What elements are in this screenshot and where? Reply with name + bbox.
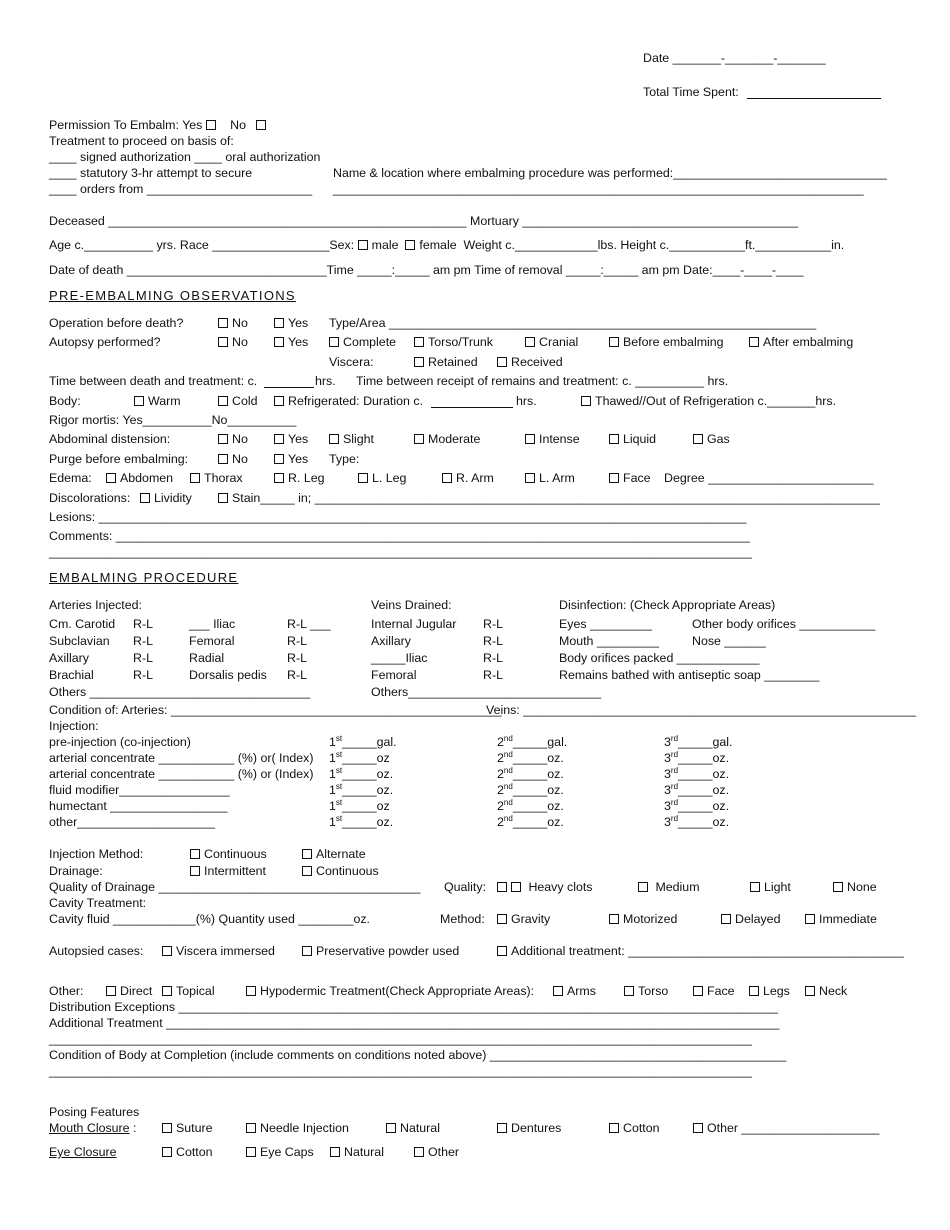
method-gravity[interactable]: Gravity	[497, 912, 550, 927]
statutory-attempt[interactable]: ____ statutory 3-hr attempt to secure	[49, 166, 253, 180]
artery-radial: Radial	[189, 651, 225, 665]
edema-degree-field[interactable]: Degree ________________________	[664, 471, 874, 485]
artery-rl[interactable]: R-L	[133, 651, 153, 665]
hypodermic-arms[interactable]: Arms	[553, 984, 596, 999]
injection-row-label[interactable]: arterial concentrate ___________ (%) or( Index)	[49, 751, 314, 765]
vein-rl[interactable]: R-L	[483, 668, 503, 682]
date-of-death-row[interactable]: Date of death _____________________________Time _____:_____ am pm Time of removal _____:_____ am pm Date:____-____-____	[49, 263, 804, 277]
discoloration-stain[interactable]: Stain_____ in; __________________________________________________________________________________	[218, 491, 880, 506]
injection-continuous[interactable]: Continuous	[190, 847, 267, 862]
quality-extra-checkbox[interactable]	[511, 880, 525, 894]
injection-amount-3[interactable]: 3rd_____oz.	[664, 765, 730, 781]
discolorations-label: Discolorations:	[49, 491, 131, 505]
time-between-field[interactable]	[264, 387, 314, 388]
hypodermic-legs[interactable]: Legs	[749, 984, 790, 999]
quality-label: Quality:	[444, 880, 487, 894]
condition-veins-field[interactable]: Veins: _________________________________________________________	[486, 703, 916, 717]
injection-amount-3[interactable]: 3rd_____gal.	[664, 733, 733, 749]
body-warm[interactable]: Warm	[134, 394, 181, 409]
method-motorized[interactable]: Motorized	[609, 912, 677, 927]
age-race-sex-row: Age c.__________ yrs. Race _________________Sex: male female Weight c.____________lbs. Height c.___________ft.___________in.	[49, 238, 845, 252]
method-label: Method:	[440, 912, 485, 926]
mouth-needle-injection[interactable]: Needle Injection	[246, 1121, 349, 1136]
deceased-mortuary-field[interactable]: Deceased ____________________________________________________ Mortuary ________________________________________	[49, 214, 798, 228]
refrigerated-hrs: hrs.	[516, 394, 537, 408]
quality-heavy-clots[interactable]: Heavy clots	[497, 880, 593, 895]
purge-label: Purge before embalming:	[49, 452, 189, 466]
drainage-continuous[interactable]: Continuous	[302, 864, 379, 879]
mouth-suture[interactable]: Suture	[162, 1121, 213, 1136]
other-topical[interactable]: Topical	[162, 984, 215, 999]
condition-body-blank[interactable]: ______________________________________________________________________________________________________	[49, 1064, 752, 1078]
pre-embalming-title: PRE-EMBALMING OBSERVATIONS	[49, 288, 296, 303]
hypodermic-torso[interactable]: Torso	[624, 984, 668, 999]
location-line[interactable]: _____________________________________________________________________________	[333, 182, 864, 196]
quality-medium[interactable]: Medium	[638, 880, 700, 895]
other-label: Other:	[49, 984, 84, 998]
drainage-intermittent[interactable]: Intermittent	[190, 864, 266, 879]
artery-rl[interactable]: R-L	[287, 634, 307, 648]
body-cold[interactable]: Cold	[218, 394, 257, 409]
vein-axillary: Axillary	[371, 634, 411, 648]
edema-abdomen[interactable]: Abdomen	[106, 471, 173, 486]
edema-label: Edema:	[49, 471, 92, 485]
arteries-injected-label: Arteries Injected:	[49, 598, 142, 612]
autopsy-no[interactable]: No	[218, 335, 248, 350]
vein-rl[interactable]: R-L	[483, 651, 503, 665]
abdominal-moderate[interactable]: Moderate	[414, 432, 480, 447]
abdominal-intense[interactable]: Intense	[525, 432, 580, 447]
male-checkbox[interactable]	[358, 238, 372, 252]
edema-l-arm[interactable]: L. Arm	[525, 471, 575, 486]
additional-treatment-line[interactable]: Additional Treatment _________________________________________________________________________________________	[49, 1016, 780, 1030]
total-time-field[interactable]	[747, 98, 881, 99]
method-immediate[interactable]: Immediate	[805, 912, 877, 927]
artery-rl[interactable]: R-L	[133, 634, 153, 648]
other-direct[interactable]: Direct	[106, 984, 152, 999]
eye-caps[interactable]: Eye Caps	[246, 1145, 314, 1160]
comments-line[interactable]: ______________________________________________________________________________________________________	[49, 545, 752, 559]
preservative-powder[interactable]: Preservative powder used	[302, 944, 459, 959]
method-delayed[interactable]: Delayed	[721, 912, 780, 927]
disinfection-nose[interactable]: Nose ______	[692, 634, 766, 648]
female-checkbox[interactable]	[405, 238, 419, 252]
disinfection-bathed[interactable]: Remains bathed with antiseptic soap ________	[559, 668, 820, 682]
edema-thorax[interactable]: Thorax	[190, 471, 243, 486]
artery-subclavian: Subclavian	[49, 634, 110, 648]
autopsy-after-embalming[interactable]: After embalming	[749, 335, 853, 350]
disinfection-mouth[interactable]: Mouth _________	[559, 634, 659, 648]
abdominal-slight[interactable]: Slight	[329, 432, 374, 447]
abdominal-liquid[interactable]: Liquid	[609, 432, 656, 447]
vein-iliac[interactable]: _____Iliac	[371, 651, 428, 665]
discoloration-lividity[interactable]: Lividity	[140, 491, 192, 506]
mouth-dentures[interactable]: Dentures	[497, 1121, 561, 1136]
injection-amount-2[interactable]: 2nd_____oz.	[497, 765, 564, 781]
viscera-retained[interactable]: Retained	[414, 355, 478, 370]
viscera-immersed[interactable]: Viscera immersed	[162, 944, 275, 959]
injection-amount-1[interactable]: 1st_____oz.	[329, 765, 394, 781]
artery-rl[interactable]: R-L	[287, 668, 307, 682]
purge-no[interactable]: No	[218, 452, 248, 467]
injection-row-label[interactable]: other____________________	[49, 815, 216, 829]
hypodermic-face[interactable]: Face	[693, 984, 735, 999]
autopsy-cranial[interactable]: Cranial	[525, 335, 578, 350]
injection-row-label[interactable]: pre-injection (co-injection)	[49, 735, 191, 749]
eye-other[interactable]: Other	[414, 1145, 459, 1160]
permission-label: Permission To Embalm: Yes No	[49, 118, 270, 133]
body-refrigerated[interactable]: Refrigerated: Duration c.	[274, 394, 423, 409]
cavity-fluid-field[interactable]: Cavity fluid ____________(%) Quantity used ________oz.	[49, 912, 371, 926]
operation-no[interactable]: No	[218, 316, 248, 331]
operation-label: Operation before death?	[49, 316, 184, 330]
condition-arteries-field[interactable]: Condition of: Arteries: ________________________________________________	[49, 703, 502, 717]
injection-amount-3[interactable]: 3rd_____oz.	[664, 813, 730, 829]
autopsied-cases-label: Autopsied cases:	[49, 944, 144, 958]
injection-amount-1[interactable]: 1st_____oz.	[329, 781, 394, 797]
viscera-label: Viscera:	[329, 355, 374, 369]
quality-drainage-field[interactable]: Quality of Drainage ______________________________________	[49, 880, 421, 894]
injection-amount-2[interactable]: 2nd_____oz.	[497, 797, 564, 813]
injection-amount-2[interactable]: 2nd_____oz.	[497, 749, 564, 765]
injection-amount-1[interactable]: 1st_____gal.	[329, 733, 397, 749]
vein-rl[interactable]: R-L	[483, 634, 503, 648]
edema-l-leg[interactable]: L. Leg	[358, 471, 406, 486]
eye-natural[interactable]: Natural	[330, 1145, 384, 1160]
artery-rl[interactable]: R-L	[133, 617, 153, 631]
autopsy-before-embalming[interactable]: Before embalming	[609, 335, 724, 350]
injection-amount-3[interactable]: 3rd_____oz.	[664, 797, 730, 813]
edema-r-arm[interactable]: R. Arm	[442, 471, 494, 486]
refrigerated-duration-field[interactable]	[431, 407, 513, 408]
no-checkbox[interactable]	[256, 118, 270, 132]
distribution-exceptions-field[interactable]: Distribution Exceptions _______________________________________________________________________________________	[49, 1000, 778, 1014]
abdominal-yes[interactable]: Yes	[274, 432, 308, 447]
injection-amount-2[interactable]: 2nd_____gal.	[497, 733, 568, 749]
disinfection-orifices-packed[interactable]: Body orifices packed ____________	[559, 651, 760, 665]
name-location-field[interactable]: Name & location where embalming procedure was performed:_______________________________	[333, 166, 887, 180]
rigor-mortis-field[interactable]: Rigor mortis: Yes__________No__________	[49, 413, 297, 427]
body-thawed[interactable]: Thawed//Out of Refrigeration c._______hrs.	[581, 394, 836, 409]
additional-treatment-blank[interactable]: ______________________________________________________________________________________________________	[49, 1032, 752, 1046]
yes-checkbox[interactable]	[206, 118, 220, 132]
artery-rl[interactable]: R-L	[287, 651, 307, 665]
artery-iliac[interactable]: ___ Iliac	[189, 617, 236, 631]
abdominal-label: Abdominal distension:	[49, 432, 171, 446]
artery-dorsalis-pedis: Dorsalis pedis	[189, 668, 267, 682]
disinfection-other-orifices[interactable]: Other body orifices ___________	[692, 617, 876, 631]
injection-amount-1[interactable]: 1st_____oz.	[329, 813, 394, 829]
autopsy-torso-trunk[interactable]: Torso/Trunk	[414, 335, 493, 350]
quality-none[interactable]: None	[833, 880, 877, 895]
posing-features-title: Posing Features	[49, 1105, 140, 1119]
treatment-basis: Treatment to proceed on basis of:	[49, 134, 234, 148]
artery-rl[interactable]: R-L	[133, 668, 153, 682]
time-receipt-field[interactable]: Time between receipt of remains and treatment: c. __________ hrs.	[356, 374, 729, 388]
disinfection-eyes[interactable]: Eyes _________	[559, 617, 653, 631]
condition-body-field[interactable]: Condition of Body at Completion (include comments on conditions noted above) ___________________________________________	[49, 1048, 787, 1062]
injection-amount-3[interactable]: 3rd_____oz.	[664, 749, 730, 765]
artery-rl[interactable]: R-L ___	[287, 617, 331, 631]
quality-light[interactable]: Light	[750, 880, 791, 895]
artery-femoral: Femoral	[189, 634, 235, 648]
veins-others-field[interactable]: Others____________________________	[371, 685, 602, 699]
lesions-field[interactable]: Lesions: ______________________________________________________________________________________________	[49, 510, 747, 524]
body-label: Body:	[49, 394, 81, 408]
vein-internal-jugular: Internal Jugular	[371, 617, 457, 631]
hypodermic-neck[interactable]: Neck	[805, 984, 847, 999]
injection-row-label[interactable]: fluid modifier________________	[49, 783, 230, 797]
eye-closure-label: Eye Closure	[49, 1145, 117, 1159]
comments-field[interactable]: Comments: ____________________________________________________________________________________________	[49, 529, 750, 543]
purge-type: Type:	[329, 452, 360, 466]
autopsy-complete[interactable]: Complete	[329, 335, 396, 350]
eye-cotton[interactable]: Cotton	[162, 1145, 213, 1160]
mouth-cotton[interactable]: Cotton	[609, 1121, 660, 1136]
edema-r-leg[interactable]: R. Leg	[274, 471, 325, 486]
veins-drained-label: Veins Drained:	[371, 598, 452, 612]
operation-yes[interactable]: Yes	[274, 316, 308, 331]
vein-femoral: Femoral	[371, 668, 417, 682]
abdominal-gas[interactable]: Gas	[693, 432, 730, 447]
signed-oral-authorization[interactable]: ____ signed authorization ____ oral authorization	[49, 150, 321, 164]
artery-axillary: Axillary	[49, 651, 89, 665]
type-area-field[interactable]: Type/Area ______________________________________________________________	[329, 316, 817, 330]
edema-face[interactable]: Face	[609, 471, 651, 486]
injection-amount-1[interactable]: 1st_____oz	[329, 749, 390, 765]
total-time-label: Total Time Spent:	[643, 85, 739, 99]
mouth-closure-label: Mouth Closure :	[49, 1121, 137, 1135]
injection-amount-2[interactable]: 2nd_____oz.	[497, 781, 564, 797]
date-field[interactable]: Date _______-_______-_______	[643, 51, 826, 65]
injection-row-label[interactable]: arterial concentrate ___________ (%) or (Index)	[49, 767, 314, 781]
injection-amount-2[interactable]: 2nd_____oz.	[497, 813, 564, 829]
injection-row-label[interactable]: humectant _________________	[49, 799, 228, 813]
injection-alternate[interactable]: Alternate	[302, 847, 366, 862]
injection-amount-1[interactable]: 1st_____oz	[329, 797, 390, 813]
artery-brachial: Brachial	[49, 668, 94, 682]
additional-treatment-field[interactable]: Additional treatment: ________________________________________	[497, 944, 904, 959]
injection-label: Injection:	[49, 719, 99, 733]
disinfection-label: Disinfection: (Check Appropriate Areas)	[559, 598, 776, 612]
injection-method-label: Injection Method:	[49, 847, 144, 861]
drainage-label: Drainage:	[49, 864, 103, 878]
injection-amount-3[interactable]: 3rd_____oz.	[664, 781, 730, 797]
time-between-hrs: hrs.	[315, 374, 336, 388]
hypodermic-treatment[interactable]: Hypodermic Treatment(Check Appropriate Areas):	[246, 984, 534, 999]
vein-rl[interactable]: R-L	[483, 617, 503, 631]
mouth-natural[interactable]: Natural	[386, 1121, 440, 1136]
purge-yes[interactable]: Yes	[274, 452, 308, 467]
autopsy-label: Autopsy performed?	[49, 335, 161, 349]
arteries-others-field[interactable]: Others ________________________________	[49, 685, 311, 699]
orders-from[interactable]: ____ orders from ________________________	[49, 182, 313, 196]
viscera-received[interactable]: Received	[497, 355, 563, 370]
cavity-treatment-label: Cavity Treatment:	[49, 896, 147, 910]
mouth-other[interactable]: Other ____________________	[693, 1121, 879, 1136]
autopsy-yes[interactable]: Yes	[274, 335, 308, 350]
time-between-label: Time between death and treatment: c.	[49, 374, 258, 388]
abdominal-no[interactable]: No	[218, 432, 248, 447]
artery-cm-carotid: Cm. Carotid	[49, 617, 116, 631]
embalming-procedure-title: EMBALMING PROCEDURE	[49, 570, 239, 585]
